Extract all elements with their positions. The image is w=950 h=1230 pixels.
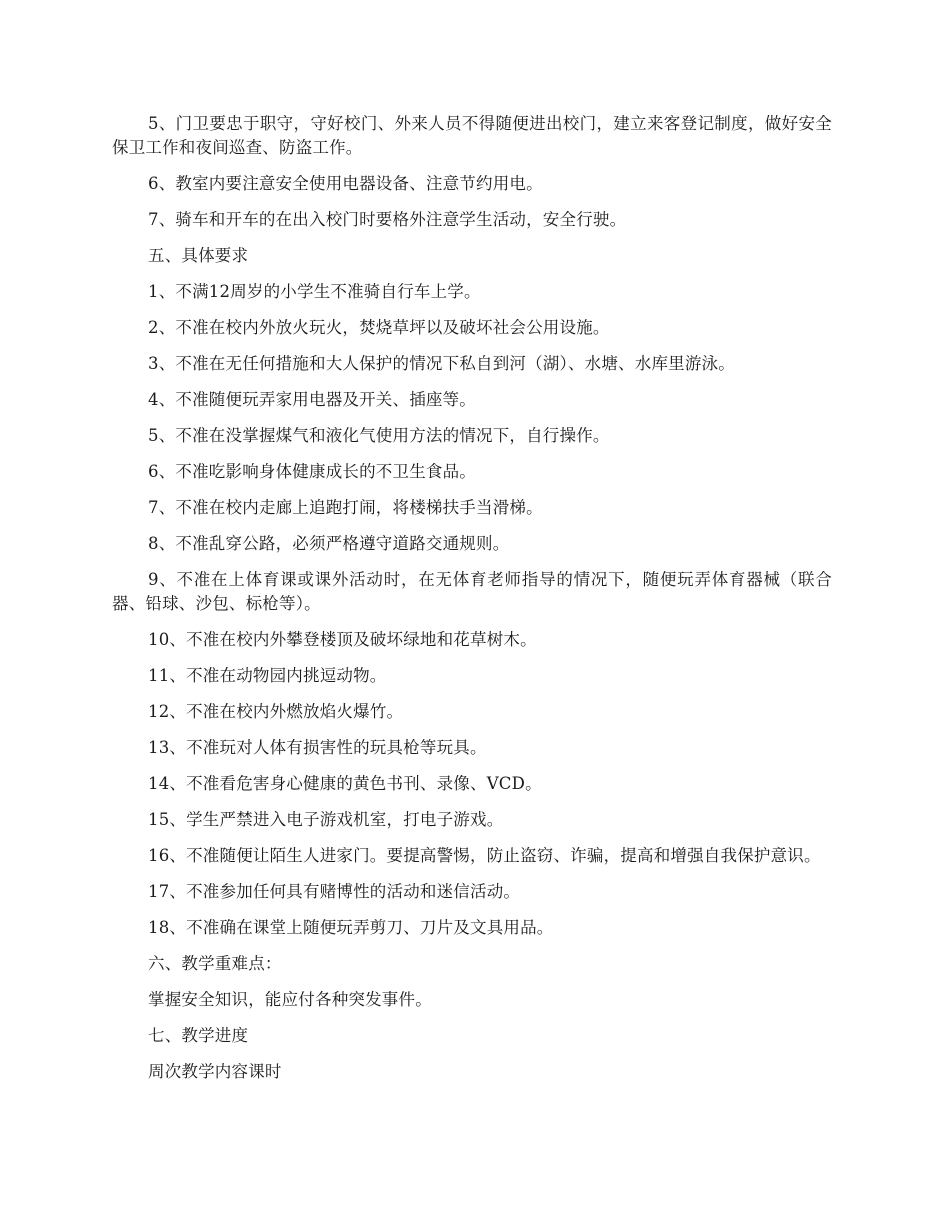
- requirement-item-10: 10、不准在校内外攀登楼顶及破坏绿地和花草树木。: [148, 630, 537, 649]
- requirement-item-3: 3、不准在无任何措施和大人保护的情况下私自到河（湖）、水塘、水库里游泳。: [148, 354, 735, 373]
- requirement-item-7: 7、不准在校内走廊上追跑打闹，将楼梯扶手当滑梯。: [148, 498, 543, 517]
- section-heading-specific-requirements: 五、具体要求: [148, 246, 249, 265]
- requirement-item-1: 1、不满12周岁的小学生不准骑自行车上学。: [148, 282, 481, 301]
- document-body: [112, 112, 832, 1096]
- paragraph-key-difficulties: 掌握安全知识，能应付各种突发事件。: [148, 990, 432, 1009]
- requirement-item-5: 5、不准在没掌握煤气和液化气使用方法的情况下，自行操作。: [148, 426, 610, 445]
- section-heading-key-difficulties: 六、教学重难点：: [148, 954, 282, 973]
- paragraph-vehicle-safety: 7、骑车和开车的在出入校门时要格外注意学生活动，安全行驶。: [148, 210, 627, 229]
- requirement-item-18: 18、不准确在课堂上随便玩弄剪刀、刀片及文具用品。: [148, 918, 554, 937]
- paragraph-schedule-columns: 周次教学内容课时: [148, 1062, 282, 1081]
- paragraph-gatekeeper-duty: 5、门卫要忠于职守，守好校门、外来人员不得随便进出校门，建立来客登记制度，做好安全保卫工作和夜间巡查、防盗工作。: [112, 114, 832, 157]
- requirement-item-16: 16、不准随便让陌生人进家门。要提高警惕，防止盗窃、诈骗，提高和增强自我保护意识。: [148, 846, 821, 865]
- section-heading-teaching-schedule: 七、教学进度: [148, 1026, 249, 1045]
- requirement-item-2: 2、不准在校内外放火玩火，焚烧草坪以及破坏社会公用设施。: [148, 318, 610, 337]
- requirement-item-12: 12、不准在校内外燃放焰火爆竹。: [148, 702, 404, 721]
- requirement-item-15: 15、学生严禁进入电子游戏机室，打电子游戏。: [148, 810, 504, 829]
- requirement-item-17: 17、不准参加任何具有赌博性的活动和迷信活动。: [148, 882, 521, 901]
- requirement-item-13: 13、不准玩对人体有损害性的玩具枪等玩具。: [148, 738, 487, 757]
- requirement-item-8: 8、不准乱穿公路，必须严格遵守道路交通规则。: [148, 534, 510, 553]
- requirement-item-14: 14、不准看危害身心健康的黄色书刊、录像、VCD。: [148, 774, 542, 793]
- requirement-item-11: 11、不准在动物园内挑逗动物。: [148, 666, 387, 685]
- requirement-item-9: 9、不准在上体育课或课外活动时，在无体育老师指导的情况下，随便玩弄体育器械（联合器、铅球、沙包、标枪等）。: [112, 570, 832, 613]
- requirement-item-4: 4、不准随便玩弄家用电器及开关、插座等。: [148, 390, 476, 409]
- paragraph-classroom-electricity: 6、教室内要注意安全使用电器设备、注意节约用电。: [148, 174, 543, 193]
- requirement-item-6: 6、不准吃影响身体健康成长的不卫生食品。: [148, 462, 476, 481]
